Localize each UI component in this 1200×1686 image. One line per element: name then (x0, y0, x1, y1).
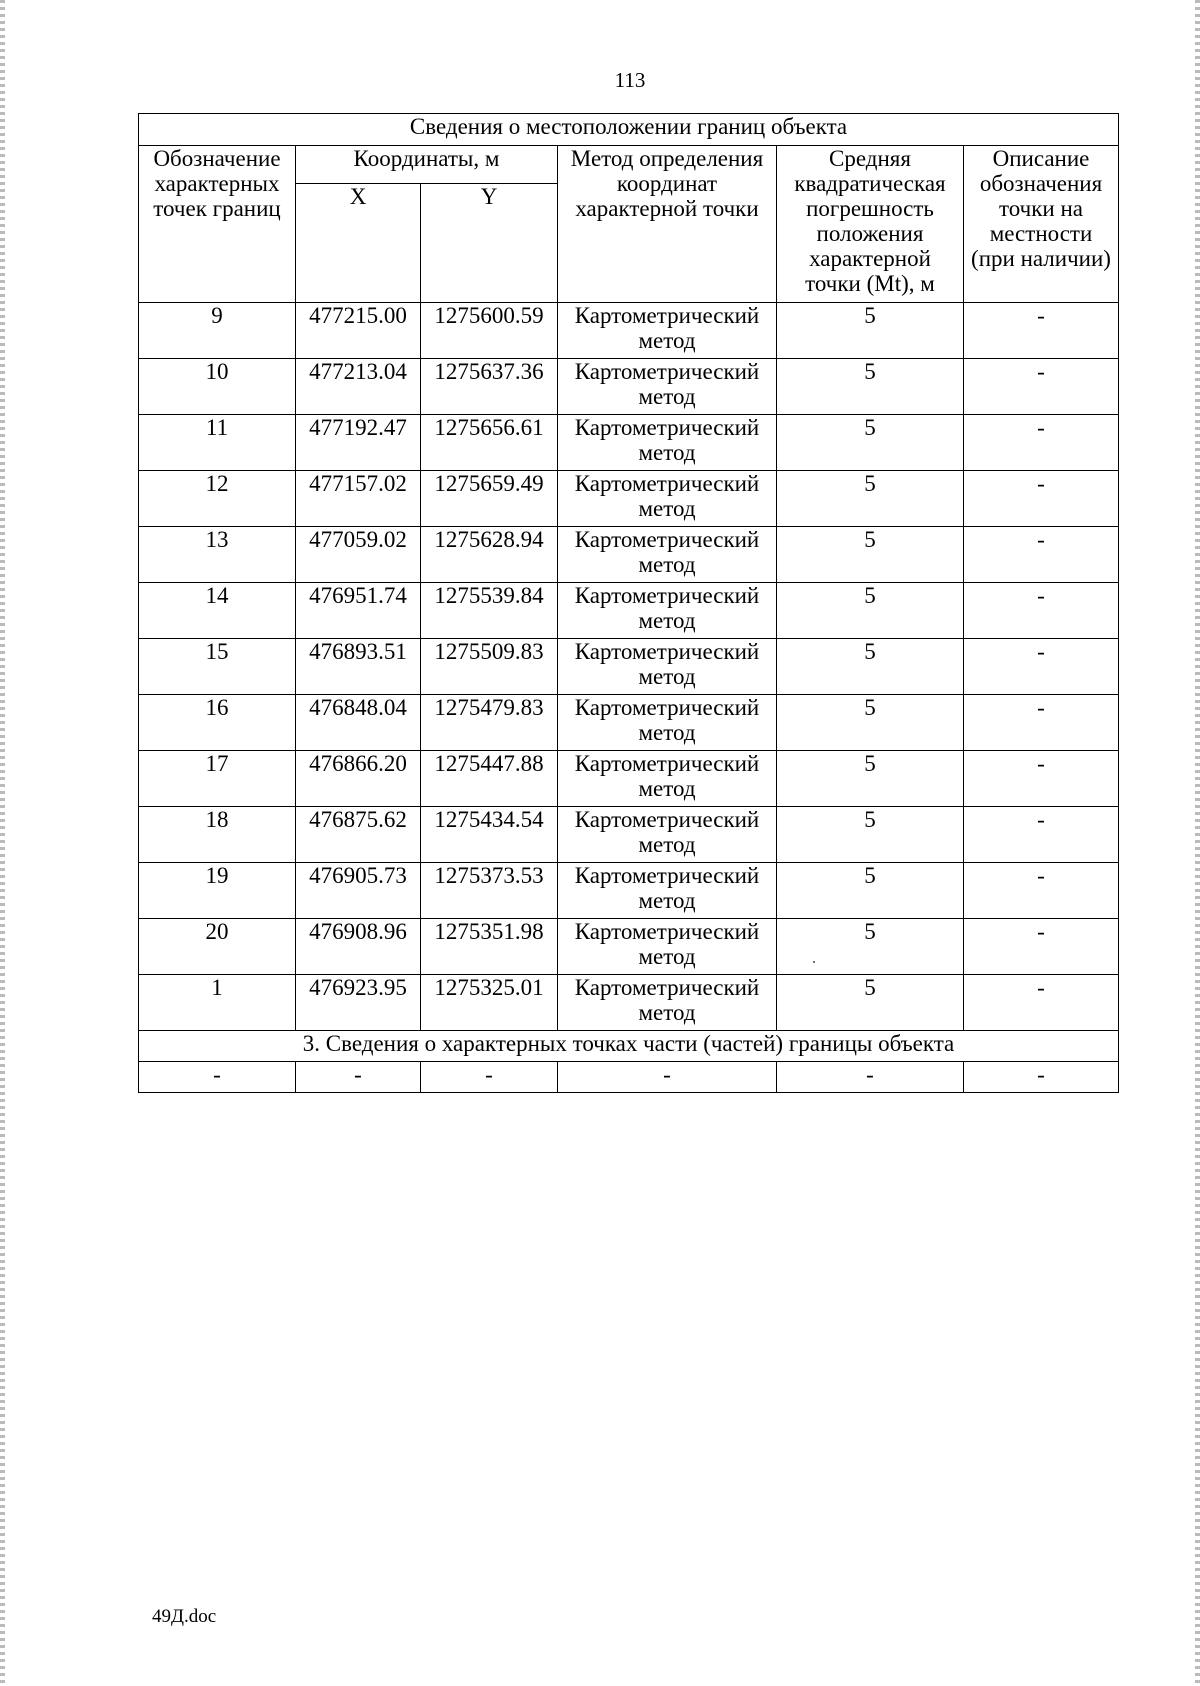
section-3-cell: - (558, 1062, 777, 1093)
section-3-cell: - (296, 1062, 421, 1093)
cell-point: 17 (139, 751, 296, 807)
cell-description: - (964, 359, 1119, 415)
cell-x: 476951.74 (296, 583, 421, 639)
cell-description: - (964, 695, 1119, 751)
cell-method: Картометрический метод (558, 975, 777, 1031)
cell-y: 1275351.98 (421, 919, 558, 975)
cell-method: Картометрический метод (558, 807, 777, 863)
cell-x: 476848.04 (296, 695, 421, 751)
cell-description: - (964, 919, 1119, 975)
cell-x: 477157.02 (296, 471, 421, 527)
cell-y: 1275509.83 (421, 639, 558, 695)
cell-description: - (964, 415, 1119, 471)
table-row (139, 583, 1119, 639)
section-3-cell: - (421, 1062, 558, 1093)
cell-point: 12 (139, 471, 296, 527)
cell-point: 20 (139, 919, 296, 975)
table-row (139, 471, 1119, 527)
cell-method: Картометрический метод (558, 415, 777, 471)
cell-x: 477215.00 (296, 303, 421, 359)
cell-method: Картометрический метод (558, 863, 777, 919)
cell-x: 476893.51 (296, 639, 421, 695)
cell-y: 1275637.36 (421, 359, 558, 415)
table-row (139, 695, 1119, 751)
scan-speck (813, 961, 815, 963)
cell-error: 5 (777, 303, 964, 359)
cell-method: Картометрический метод (558, 751, 777, 807)
table-row (139, 527, 1119, 583)
header-point: Обозначение характерных точек границ (139, 146, 296, 303)
table-row (139, 359, 1119, 415)
section-3-title: 3. Сведения о характерных точках части (частей) границы объекта (139, 1031, 1119, 1062)
section-3-row (139, 1031, 1119, 1062)
cell-x: 477192.47 (296, 415, 421, 471)
header-x: X (296, 184, 421, 303)
cell-description: - (964, 527, 1119, 583)
footer-filename: 49Д.doc (152, 1606, 217, 1627)
cell-description: - (964, 583, 1119, 639)
cell-x: 477213.04 (296, 359, 421, 415)
cell-error: 5 (777, 639, 964, 695)
cell-point: 19 (139, 863, 296, 919)
cell-point: 15 (139, 639, 296, 695)
header-error: Средняя квадратическая погрешность положения характерной точки (Mt), м (777, 146, 964, 303)
cell-y: 1275434.54 (421, 807, 558, 863)
cell-x: 476923.95 (296, 975, 421, 1031)
cell-description: - (964, 807, 1119, 863)
cell-method: Картометрический метод (558, 919, 777, 975)
cell-error: 5 (777, 359, 964, 415)
section-3-cell: - (777, 1062, 964, 1093)
cell-method: Картометрический метод (558, 583, 777, 639)
cell-description: - (964, 471, 1119, 527)
header-method: Метод определения координат характерной точки (558, 146, 777, 303)
cell-method: Картометрический метод (558, 471, 777, 527)
cell-point: 11 (139, 415, 296, 471)
table-row (139, 807, 1119, 863)
cell-error: 5 (777, 583, 964, 639)
cell-point: 1 (139, 975, 296, 1031)
scan-edge-left (0, 0, 5, 1686)
cell-error: 5 (777, 807, 964, 863)
header-y: Y (421, 184, 558, 303)
cell-error: 5 (777, 919, 964, 975)
cell-description: - (964, 975, 1119, 1031)
cell-y: 1275539.84 (421, 583, 558, 639)
cell-description: - (964, 639, 1119, 695)
cell-error: 5 (777, 527, 964, 583)
cell-y: 1275447.88 (421, 751, 558, 807)
cell-method: Картометрический метод (558, 695, 777, 751)
cell-point: 9 (139, 303, 296, 359)
cell-method: Картометрический метод (558, 303, 777, 359)
cell-x: 476908.96 (296, 919, 421, 975)
cell-description: - (964, 751, 1119, 807)
cell-point: 13 (139, 527, 296, 583)
section-3-cell: - (139, 1062, 296, 1093)
cell-point: 18 (139, 807, 296, 863)
cell-point: 16 (139, 695, 296, 751)
table-row (139, 303, 1119, 359)
cell-y: 1275659.49 (421, 471, 558, 527)
cell-y: 1275600.59 (421, 303, 558, 359)
cell-description: - (964, 303, 1119, 359)
table-row (139, 975, 1119, 1031)
cell-y: 1275479.83 (421, 695, 558, 751)
cell-error: 5 (777, 751, 964, 807)
cell-error: 5 (777, 863, 964, 919)
cell-error: 5 (777, 415, 964, 471)
cell-error: 5 (777, 695, 964, 751)
cell-error: 5 (777, 471, 964, 527)
table-row (139, 639, 1119, 695)
header-description: Описание обозначения точки на местности (при наличии) (964, 146, 1119, 303)
cell-error: 5 (777, 975, 964, 1031)
cell-x: 476875.62 (296, 807, 421, 863)
page-number: 113 (614, 68, 646, 92)
cell-y: 1275656.61 (421, 415, 558, 471)
scan-edge-right (1195, 0, 1200, 1686)
section-3-values-row (139, 1062, 1119, 1093)
header-coordinates: Координаты, м (296, 146, 558, 184)
cell-x: 476866.20 (296, 751, 421, 807)
cell-y: 1275373.53 (421, 863, 558, 919)
cell-point: 10 (139, 359, 296, 415)
table-row (139, 863, 1119, 919)
table-row (139, 751, 1119, 807)
table-row (139, 919, 1119, 975)
cell-method: Картометрический метод (558, 639, 777, 695)
cell-method: Картометрический метод (558, 527, 777, 583)
section-3-cell: - (964, 1062, 1119, 1093)
boundary-table (138, 113, 1119, 1093)
cell-x: 476905.73 (296, 863, 421, 919)
cell-y: 1275628.94 (421, 527, 558, 583)
cell-method: Картометрический метод (558, 359, 777, 415)
cell-point: 14 (139, 583, 296, 639)
cell-y: 1275325.01 (421, 975, 558, 1031)
cell-x: 477059.02 (296, 527, 421, 583)
table-caption: Сведения о местоположении границ объекта (139, 114, 1119, 146)
table-row (139, 415, 1119, 471)
cell-description: - (964, 863, 1119, 919)
